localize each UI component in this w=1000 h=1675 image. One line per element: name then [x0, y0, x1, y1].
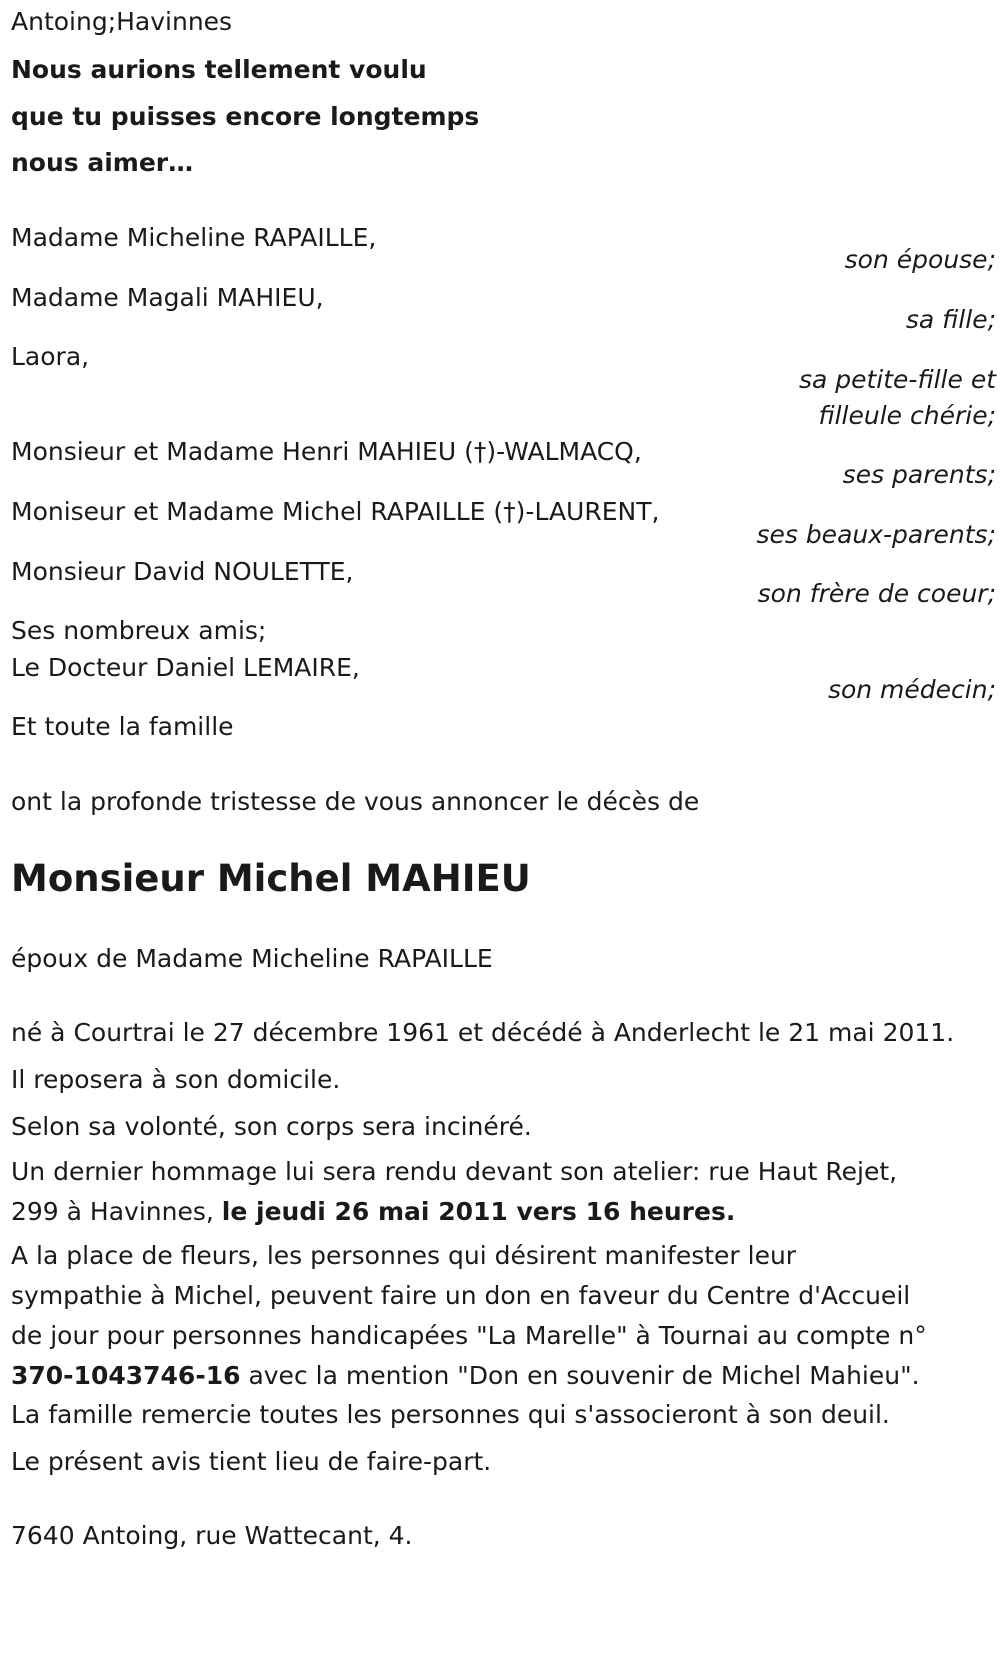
- donation-line-3: de jour pour personnes handicapées "La Marelle" à Tournai au compte n°: [11, 1321, 927, 1350]
- tribute-paragraph: [11, 1152, 991, 1232]
- place-line: Antoing;Havinnes: [11, 7, 233, 36]
- family-member-daughter: Madame Magali MAHIEU,: [11, 283, 324, 312]
- rest-line: Il reposera à son domicile.: [11, 1065, 341, 1094]
- family-friends: Ses nombreux amis;: [11, 616, 267, 645]
- family-member-granddaughter: Laora,: [11, 342, 90, 371]
- family-whole: Et toute la famille: [11, 712, 234, 741]
- address-line: 7640 Antoing, rue Wattecant, 4.: [11, 1521, 413, 1550]
- donation-mention: avec la mention "Don en souvenir de Michel Mahieu".: [240, 1361, 920, 1390]
- relation-heart-brother: son frère de coeur;: [757, 579, 996, 608]
- spouse-line: époux de Madame Micheline RAPAILLE: [11, 944, 493, 973]
- quote-line-1: Nous aurions tellement voulu: [11, 55, 427, 84]
- relation-doctor: son médecin;: [827, 675, 996, 704]
- relation-spouse: son épouse;: [844, 245, 996, 274]
- deceased-name: Monsieur Michel MAHIEU: [11, 857, 531, 900]
- announcement: ont la profonde tristesse de vous annoncer le décès de: [11, 787, 700, 816]
- family-member-parents-in-law: Moniseur et Madame Michel RAPAILLE (†)-LAURENT,: [11, 497, 660, 526]
- tribute-location: 299 à Havinnes,: [11, 1197, 222, 1226]
- quote-line-3: nous aimer…: [11, 148, 194, 177]
- donation-line-1: A la place de fleurs, les personnes qui désirent manifester leur: [11, 1241, 797, 1270]
- birth-death-line: né à Courtrai le 27 décembre 1961 et décédé à Anderlecht le 21 mai 2011.: [11, 1018, 955, 1047]
- relation-granddaughter-line1: sa petite-fille et: [798, 365, 996, 394]
- tribute-line-2: [11, 1192, 991, 1232]
- donation-paragraph: [11, 1236, 991, 1396]
- tribute-datetime: le jeudi 26 mai 2011 vers 16 heures.: [221, 1197, 736, 1226]
- family-member-heart-brother: Monsieur David NOULETTE,: [11, 557, 354, 586]
- relation-parents: ses parents;: [842, 460, 996, 489]
- family-member-parents: Monsieur et Madame Henri MAHIEU (†)-WALMACQ,: [11, 437, 642, 466]
- notice-line: Le présent avis tient lieu de faire-part.: [11, 1447, 492, 1476]
- thanks-line: La famille remercie toutes les personnes qui s'associeront à son deuil.: [11, 1400, 890, 1429]
- family-member-doctor: Le Docteur Daniel LEMAIRE,: [11, 653, 360, 682]
- relation-parents-in-law: ses beaux-parents;: [756, 520, 996, 549]
- donation-line-4: [11, 1356, 991, 1396]
- quote-line-2: que tu puisses encore longtemps: [11, 102, 480, 131]
- donation-account: 370-1043746-16: [11, 1361, 241, 1390]
- relation-granddaughter-line2: filleule chérie;: [818, 401, 996, 430]
- relation-daughter: sa fille;: [905, 305, 996, 334]
- family-member-spouse: Madame Micheline RAPAILLE,: [11, 223, 377, 252]
- tribute-line-1: Un dernier hommage lui sera rendu devant son atelier: rue Haut Rejet,: [11, 1157, 898, 1186]
- cremation-line: Selon sa volonté, son corps sera incinéré.: [11, 1112, 532, 1141]
- donation-line-2: sympathie à Michel, peuvent faire un don en faveur du Centre d'Accueil: [11, 1281, 911, 1310]
